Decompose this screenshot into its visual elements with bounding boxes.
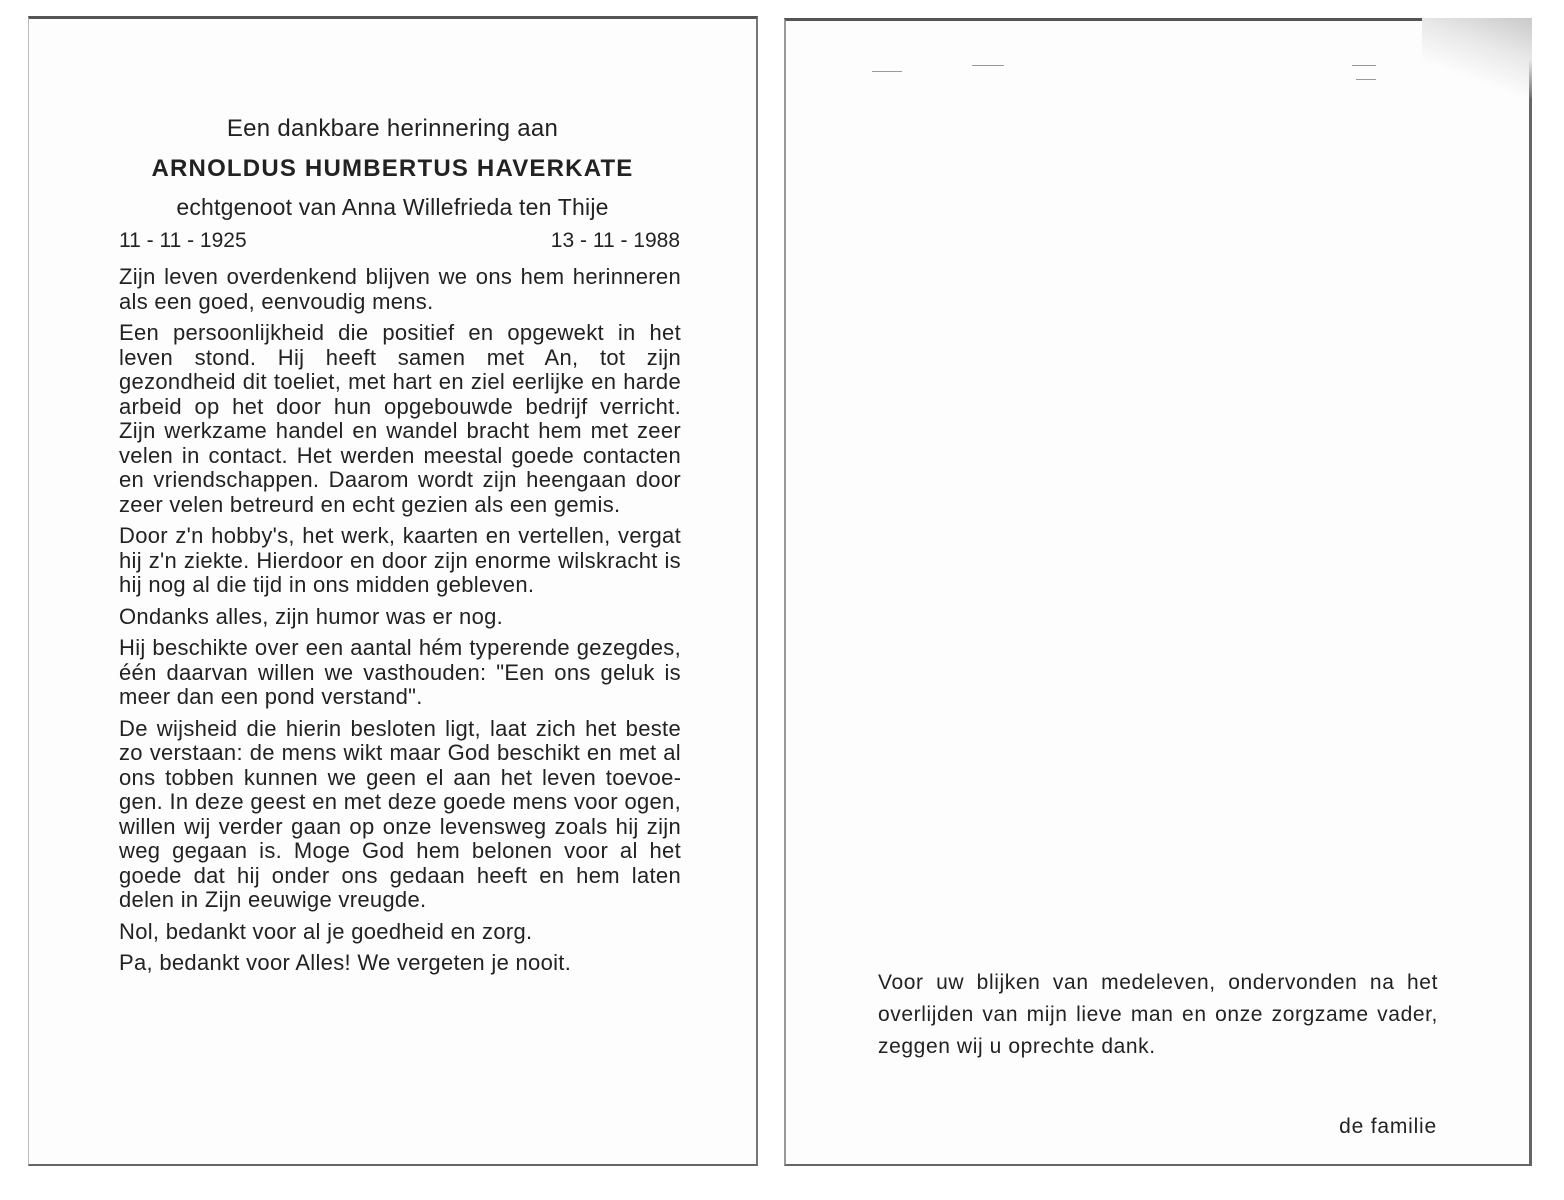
deceased-name: ARNOLDUS HUMBERTUS HAVERKATE [151,155,634,182]
paragraph: Hij beschikte over een aantal hém typerende gezegdes, één daarvan willen we vasthouden: "Een ons geluk is meer dan een pond verstand". [119,635,681,709]
print-mark [1356,79,1376,80]
memorial-text [119,265,681,983]
paragraph: Pa, bedankt voor Alles! We vergeten je nooit. [119,950,572,975]
memorial-card-right [784,18,1532,1166]
print-mark [1352,65,1376,66]
paragraph: Nol, bedankt voor al je goedheid en zorg. [119,918,533,944]
paragraph: Een persoonlijkheid die positief en opgewekt in het leven stond. Hij heeft samen met An, tot zijn gezondheid dit toeliet, met hart en ziel eerlijke en harde arbeid op het door hun opgebouwde bedrijf verricht. Zijn werkzame handel en wandel bracht hem met zeer velen in contact. Het werden meestal goede contacten en vriendschappen. Daarom wordt zijn heengaan door zeer velen betreurd en echt gezien als een gemis. [119,320,681,517]
print-mark [872,71,902,72]
paragraph: Door z'n hobby's, het werk, kaarten en vertellen, vergat hij z'n ziekte. Hierdoor en door zijn enorme wilskracht is hij nog al die tijd in ons midden gebleven. [119,523,681,597]
death-date: 13 - 11 - 1988 [550,229,680,252]
spouse-line: echtgenoot van Anna Willefrieda ten Thije [176,194,609,220]
paragraph: De wijsheid die hierin besloten ligt, laat zich het beste zo verstaan: de mens wikt maar God beschikt en met al ons tobben kunnen we geen el aan het leven toevoegen. In deze geest en met deze goede mens voor ogen, willen wij verder gaan op onze levensweg zoals hij zijn weg gegaan is. Moge God hem belonen voor al het goede dat hij onder ons gedaan heeft en hem laten delen in Zijn eeuwige vreugde. [119,715,681,912]
print-mark [972,65,1004,66]
thanks-text: Voor uw blijken van medeleven, ondervonden na het overlijden van mijn lieve man en onze zorgzame vader, zeggen wij u oprechte dank. [878,971,1438,1058]
signature: de familie [1339,1115,1437,1138]
paragraph: Zijn leven overdenkend blijven we ons hem herinneren als een goed, eenvoudig mens. [119,264,681,314]
memorial-card-left [28,16,758,1166]
page-curl [1422,18,1532,98]
birth-date: 11 - 11 - 1925 [119,229,247,252]
intro-line: Een dankbare herinnering aan [226,115,559,142]
paragraph: Ondanks alles, zijn humor was er nog. [119,603,504,629]
